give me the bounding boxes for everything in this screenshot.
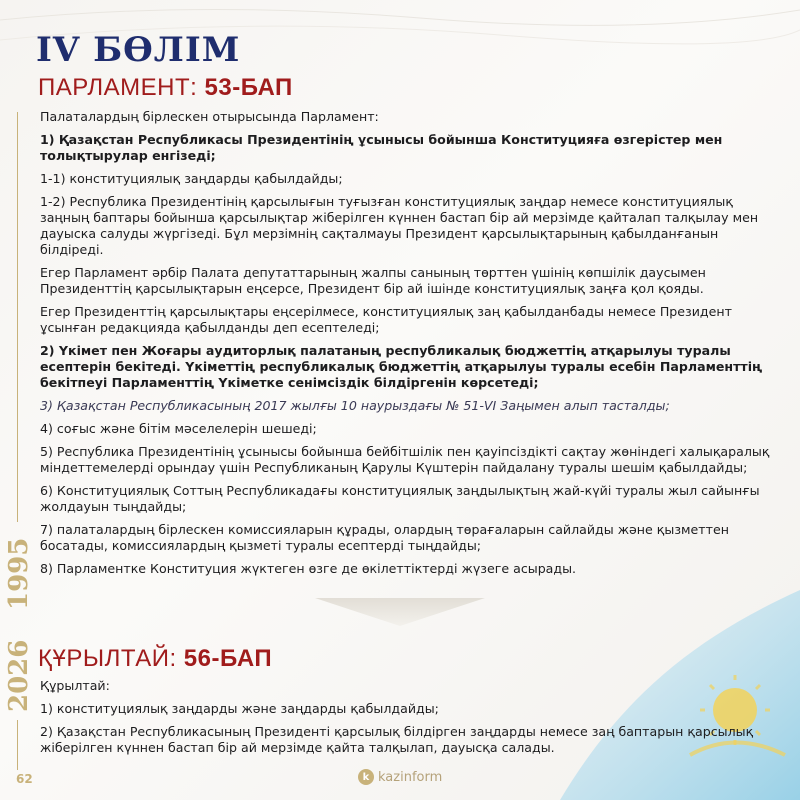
page-number: 62 (16, 772, 33, 786)
parliament-article-title (38, 74, 293, 102)
kurultai-article-number: 56-БАП (183, 645, 273, 672)
paragraph: 1) конституциялық заңдарды және заңдарды қабылдайды; (40, 701, 439, 716)
paragraph: 6) Конституциялық Соттың Республикадағы конституциялық заңдылықтың жай-күйі туралы жыл сайынғы жолдауын тыңдайды; (40, 483, 760, 514)
parliament-article-number: 53-БАП (204, 74, 293, 101)
paragraph: 2) Үкімет пен Жоғары аудиторлық палатаның республикалық бюджеттің атқарылуы туралы есептерін бекітеді. Үкіметтің республикалық бюджеттің атқарылуы туралы есебін Парламенттің бекітпеуі Парламенттің Үкіметке сенімсіздік білдіргенін көрсетеді; (40, 343, 763, 390)
paragraph: 5) Республика Президентінің ұсынысы бойынша бейбітшілік пен қауіпсіздікті сақтау жөніндегі халықаралық міндеттемелерді орындау үшін Республиканың Қарулы Күштерін пайдалану туралы шешім қабылдайды; (40, 444, 770, 475)
paragraph: 2) Қазақстан Республикасының Президенті қарсылық білдірген заңдарды немесе заң баптарын қарсылық жіберілген күннен бастап бір ай мерзімде қайта талқылап, дауысқа салады. (40, 724, 754, 755)
kurultai-article-body (40, 678, 770, 763)
paragraph: 8) Парламентке Конституция жүктеген өзге де өкілеттіктерді жүзеге асырады. (40, 561, 577, 576)
year-label-1995: 1995 (4, 537, 34, 610)
paragraph: 4) соғыс және бітім мәселелерін шешеді; (40, 421, 317, 436)
year-label-2026: 2026 (4, 639, 34, 712)
parliament-title-label: ПАРЛАМЕНТ: (38, 74, 205, 101)
paragraph: 1-2) Республика Президентінің қарсылығын туғызған конституциялық заңдар немесе конституциялық заңның баптары бойынша қарсылықтар жіберілген күннен бастап бір ай мерзімде қайталап талқылау мен дауыска салуды жүргізеді. Бұл мерзімнің сақталмауы Президент қарсылықтарының қабылданғанын білдіреді. (40, 194, 759, 257)
timeline-line-bottom (17, 720, 18, 770)
parliament-article-body (40, 109, 770, 584)
brand-name: kazinform (378, 769, 443, 785)
kurultai-title-label: ҚҰРЫЛТАЙ: (38, 645, 184, 672)
paragraph: Құрылтай: (40, 678, 110, 693)
paragraph: Палаталардың бірлескен отырысында Парламент: (40, 109, 379, 124)
paragraph: 1) Қазақстан Республикасы Президентінің ұсынысы бойынша Конституцияға өзгерістер мен толықтырулар енгізеді; (40, 132, 723, 163)
paragraph: Егер Парламент әрбір Палата депутаттарының жалпы санының төрттен үшінің көпшілік даусымен Президенттің қарсылықтарын еңсерсе, Президент бір ай ішінде конституциялық заңға қол қояды. (40, 265, 706, 296)
chevron-down-divider-icon (315, 598, 485, 628)
paragraph: 1-1) конституциялық заңдарды қабылдайды; (40, 171, 343, 186)
kazinform-brand (358, 769, 442, 785)
kazinform-logo-icon: k (358, 769, 374, 785)
paragraph: 7) палаталардың бірлескен комиссияларын құрады, олардың төрағаларын сайлайды және қызметтен босатады, комиссиялардың қызметі туралы есептерді тыңдайды; (40, 522, 729, 553)
section-heading: IV БӨЛІМ (36, 30, 241, 70)
paragraph: 3) Қазақстан Республикасының 2017 жылғы 10 наурыздағы № 51-VI Заңымен алып тасталды; (40, 398, 670, 413)
kurultai-article-title (38, 645, 272, 673)
paragraph: Егер Президенттің қарсылықтары еңсерілмесе, конституциялық заң қабылданбады немесе Президент ұсынған редакцияда қабылданды деп есептеледі; (40, 304, 732, 335)
timeline-line-top (17, 112, 18, 522)
